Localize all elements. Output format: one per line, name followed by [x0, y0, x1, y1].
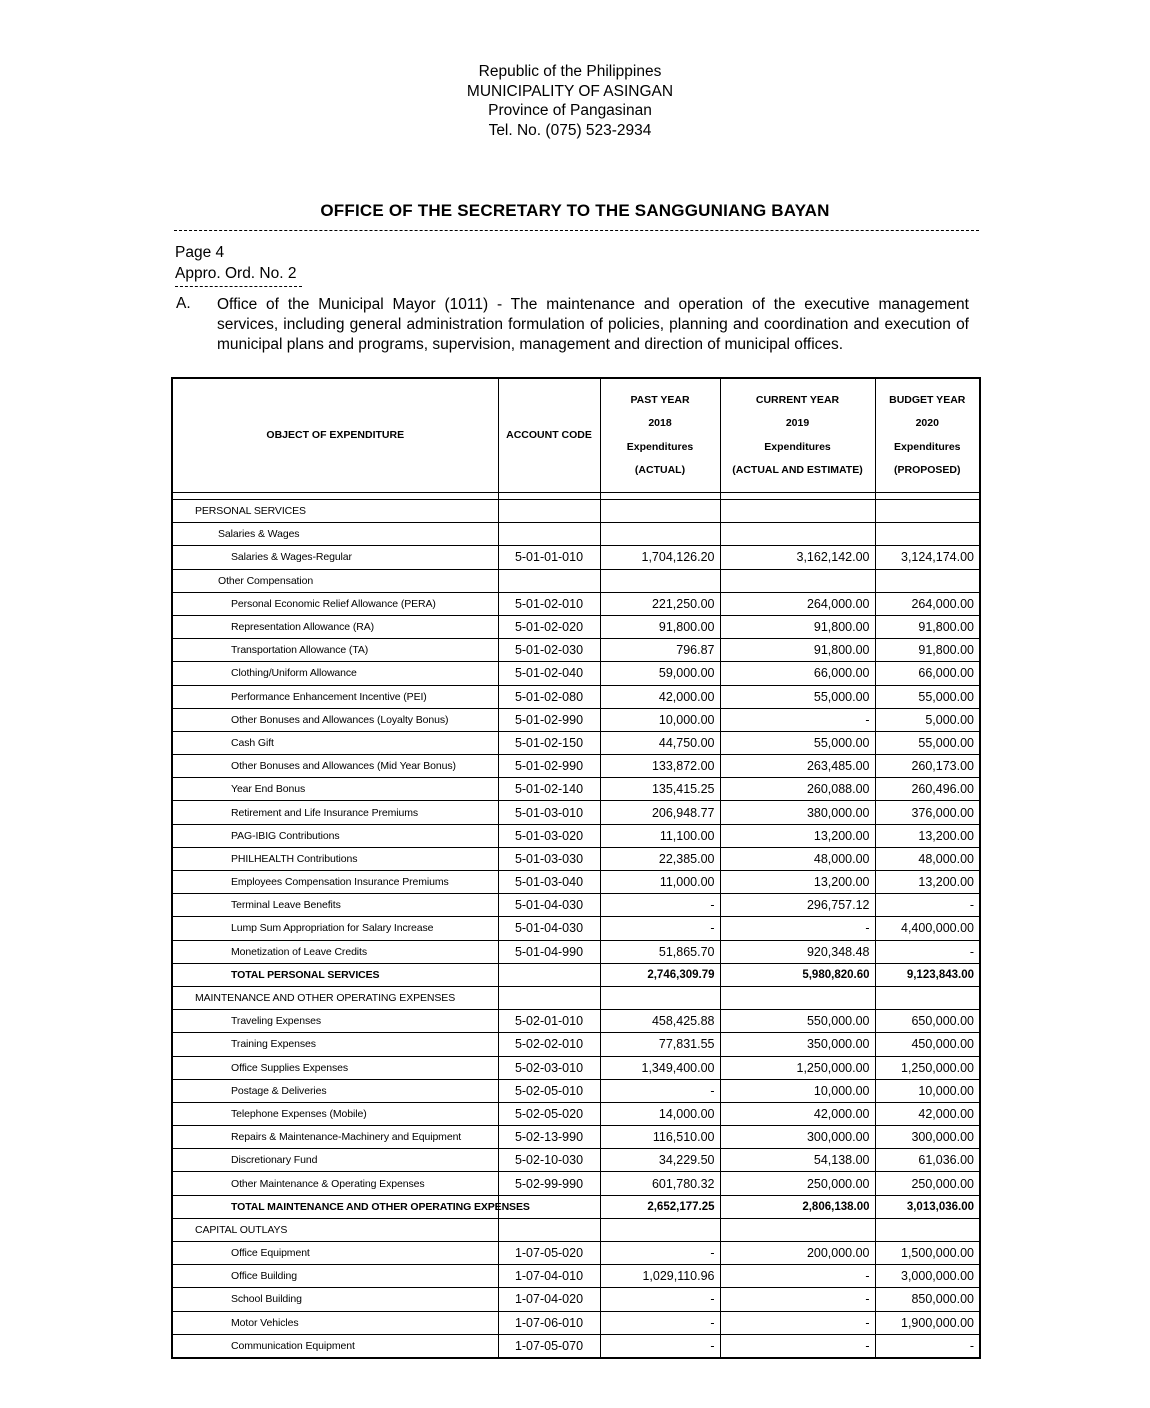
table-row	[172, 1288, 980, 1311]
past-year-amount-cell: 2,746,309.79	[600, 963, 720, 986]
expenditure-name-cell: TOTAL PERSONAL SERVICES	[172, 963, 498, 986]
account-code-cell: 5-01-04-030	[498, 917, 600, 940]
account-code-cell: 5-01-02-140	[498, 778, 600, 801]
current-year-amount-cell: -	[720, 708, 875, 731]
short-dashed-divider	[175, 286, 302, 287]
table-header-row	[172, 378, 980, 493]
past-year-amount-cell: -	[600, 1311, 720, 1334]
budget-year-amount-cell: 91,800.00	[875, 615, 980, 638]
budget-year-amount-cell: 300,000.00	[875, 1126, 980, 1149]
office-title: OFFICE OF THE SECRETARY TO THE SANGGUNIANG BAYAN	[320, 201, 830, 220]
expenditure-name-cell: Salaries & Wages	[172, 523, 498, 546]
budget-year-amount-cell: 42,000.00	[875, 1102, 980, 1125]
past-year-amount-cell	[600, 569, 720, 592]
table-row	[172, 1079, 980, 1102]
table-body	[172, 493, 980, 1358]
past-year-amount-cell: 14,000.00	[600, 1102, 720, 1125]
budget-year-amount-cell	[875, 500, 980, 523]
expenditure-name-cell: Terminal Leave Benefits	[172, 894, 498, 917]
expenditure-name-cell: Training Expenses	[172, 1033, 498, 1056]
current-year-amount-cell: 91,800.00	[720, 639, 875, 662]
header-past-year: PAST YEAR 2018 Expenditures (ACTUAL)	[600, 378, 720, 493]
budget-year-amount-cell: 4,400,000.00	[875, 917, 980, 940]
table-row	[172, 1033, 980, 1056]
table-row	[172, 1102, 980, 1125]
budget-year-amount-cell: 1,900,000.00	[875, 1311, 980, 1334]
expenditure-name-cell: Telephone Expenses (Mobile)	[172, 1102, 498, 1125]
current-year-amount-cell: 13,200.00	[720, 871, 875, 894]
account-code-cell: 1-07-05-020	[498, 1242, 600, 1265]
current-year-amount-cell: 91,800.00	[720, 615, 875, 638]
past-year-amount-cell: 601,780.32	[600, 1172, 720, 1195]
current-year-amount-cell: 55,000.00	[720, 685, 875, 708]
account-code-cell	[498, 963, 600, 986]
current-year-amount-cell: 250,000.00	[720, 1172, 875, 1195]
current-year-amount-cell: 2,806,138.00	[720, 1195, 875, 1218]
table-row	[172, 963, 980, 986]
account-code-cell: 5-02-03-010	[498, 1056, 600, 1079]
expenditure-name-cell: Clothing/Uniform Allowance	[172, 662, 498, 685]
past-year-amount-cell: 91,800.00	[600, 615, 720, 638]
budget-year-amount-cell	[875, 569, 980, 592]
current-year-amount-cell: -	[720, 1311, 875, 1334]
budget-year-amount-cell: 264,000.00	[875, 592, 980, 615]
past-year-amount-cell	[600, 986, 720, 1009]
past-year-amount-cell: -	[600, 1079, 720, 1102]
account-code-cell: 5-02-05-020	[498, 1102, 600, 1125]
budget-year-amount-cell: 3,124,174.00	[875, 546, 980, 569]
expenditure-name-cell: School Building	[172, 1288, 498, 1311]
account-code-cell	[498, 500, 600, 523]
budget-year-amount-cell: 13,200.00	[875, 824, 980, 847]
budget-year-amount-cell: 61,036.00	[875, 1149, 980, 1172]
budget-year-amount-cell: 5,000.00	[875, 708, 980, 731]
current-year-amount-cell	[720, 500, 875, 523]
budget-year-amount-cell: -	[875, 894, 980, 917]
expenditure-name-cell: CAPITAL OUTLAYS	[172, 1218, 498, 1241]
document-header	[0, 62, 1140, 140]
budget-year-amount-cell: -	[875, 1334, 980, 1358]
table-row	[172, 778, 980, 801]
table-row	[172, 615, 980, 638]
account-code-cell	[498, 523, 600, 546]
past-year-amount-cell: 221,250.00	[600, 592, 720, 615]
expenditure-name-cell: MAINTENANCE AND OTHER OPERATING EXPENSES	[172, 986, 498, 1009]
account-code-cell: 5-01-03-020	[498, 824, 600, 847]
current-year-amount-cell: 263,485.00	[720, 755, 875, 778]
past-year-amount-cell: 10,000.00	[600, 708, 720, 731]
past-year-amount-cell: 44,750.00	[600, 731, 720, 754]
expenditure-name-cell: Motor Vehicles	[172, 1311, 498, 1334]
account-code-cell: 5-02-10-030	[498, 1149, 600, 1172]
current-year-amount-cell: 296,757.12	[720, 894, 875, 917]
table-row	[172, 1195, 980, 1218]
table-row	[172, 1149, 980, 1172]
current-year-amount-cell: -	[720, 1334, 875, 1358]
past-year-amount-cell: -	[600, 1334, 720, 1358]
account-code-cell	[498, 569, 600, 592]
current-year-amount-cell: 13,200.00	[720, 824, 875, 847]
table-row	[172, 500, 980, 523]
current-year-amount-cell: 300,000.00	[720, 1126, 875, 1149]
past-year-amount-cell: -	[600, 1288, 720, 1311]
current-year-amount-cell: 264,000.00	[720, 592, 875, 615]
past-year-amount-cell: 206,948.77	[600, 801, 720, 824]
table-row	[172, 1311, 980, 1334]
ordinance-number: Appro. Ord. No. 2	[175, 265, 297, 282]
account-code-cell: 5-01-03-010	[498, 801, 600, 824]
page-label: Page 4	[175, 244, 225, 261]
account-code-cell: 5-02-13-990	[498, 1126, 600, 1149]
account-code-cell: 1-07-06-010	[498, 1311, 600, 1334]
expenditure-name-cell: Cash Gift	[172, 731, 498, 754]
account-code-cell: 5-01-04-030	[498, 894, 600, 917]
past-year-amount-cell: 11,100.00	[600, 824, 720, 847]
current-year-amount-cell	[720, 569, 875, 592]
budget-year-amount-cell: 376,000.00	[875, 801, 980, 824]
account-code-cell: 5-01-02-080	[498, 685, 600, 708]
expenditure-name-cell: Office Supplies Expenses	[172, 1056, 498, 1079]
table-row	[172, 871, 980, 894]
table-row	[172, 986, 980, 1009]
table-row	[172, 1172, 980, 1195]
account-code-cell: 1-07-04-010	[498, 1265, 600, 1288]
current-year-amount-cell	[720, 986, 875, 1009]
current-year-amount-cell: 48,000.00	[720, 847, 875, 870]
current-year-amount-cell: 1,250,000.00	[720, 1056, 875, 1079]
expenditure-table	[171, 377, 981, 1359]
current-year-amount-cell	[720, 1218, 875, 1241]
current-year-amount-cell: -	[720, 1288, 875, 1311]
table-row	[172, 917, 980, 940]
past-year-amount-cell: 133,872.00	[600, 755, 720, 778]
table-row	[172, 824, 980, 847]
expenditure-name-cell: PAG-IBIG Contributions	[172, 824, 498, 847]
account-code-cell: 5-01-02-990	[498, 755, 600, 778]
header-object-of-expenditure: OBJECT OF EXPENDITURE	[172, 378, 498, 493]
table-row	[172, 731, 980, 754]
current-year-amount-cell: 10,000.00	[720, 1079, 875, 1102]
header-country: Republic of the Philippines	[478, 63, 662, 80]
account-code-cell: 5-02-99-990	[498, 1172, 600, 1195]
header-telephone: Tel. No. (075) 523-2934	[488, 121, 652, 139]
table-row	[172, 639, 980, 662]
table-row	[172, 569, 980, 592]
table-row	[172, 847, 980, 870]
section-description: Office of the Municipal Mayor (1011) - The maintenance and operation of the executive management services, including general administration formulation of policies, planning and coordination and execution of municipal plans and programs, supervision, management and direction of municipal offices.	[217, 296, 969, 353]
past-year-amount-cell: 1,029,110.96	[600, 1265, 720, 1288]
account-code-cell	[498, 1218, 600, 1241]
expenditure-name-cell: Other Compensation	[172, 569, 498, 592]
budget-year-amount-cell: 13,200.00	[875, 871, 980, 894]
past-year-amount-cell: 42,000.00	[600, 685, 720, 708]
account-code-cell: 5-01-02-040	[498, 662, 600, 685]
table-row	[172, 1265, 980, 1288]
expenditure-name-cell: PERSONAL SERVICES	[172, 500, 498, 523]
current-year-amount-cell: 42,000.00	[720, 1102, 875, 1125]
expenditure-name-cell: Monetization of Leave Credits	[172, 940, 498, 963]
past-year-amount-cell: 51,865.70	[600, 940, 720, 963]
expenditure-name-cell: Postage & Deliveries	[172, 1079, 498, 1102]
section-letter: A.	[176, 295, 191, 312]
account-code-cell: 5-01-04-990	[498, 940, 600, 963]
account-code-cell: 5-01-02-030	[498, 639, 600, 662]
budget-year-amount-cell: 850,000.00	[875, 1288, 980, 1311]
table-row	[172, 592, 980, 615]
expenditure-name-cell: TOTAL MAINTENANCE AND OTHER OPERATING EXPENSES	[172, 1195, 498, 1218]
table-row	[172, 685, 980, 708]
past-year-amount-cell: -	[600, 917, 720, 940]
current-year-amount-cell: 54,138.00	[720, 1149, 875, 1172]
budget-year-amount-cell: 1,500,000.00	[875, 1242, 980, 1265]
expenditure-name-cell: Discretionary Fund	[172, 1149, 498, 1172]
expenditure-name-cell: PHILHEALTH Contributions	[172, 847, 498, 870]
header-province: Province of Pangasinan	[488, 102, 652, 119]
budget-year-amount-cell: 250,000.00	[875, 1172, 980, 1195]
table-row	[172, 1126, 980, 1149]
past-year-amount-cell: 2,652,177.25	[600, 1195, 720, 1218]
table-row	[172, 1334, 980, 1358]
table-row	[172, 523, 980, 546]
account-code-cell: 1-07-05-070	[498, 1334, 600, 1358]
account-code-cell: 5-01-02-010	[498, 592, 600, 615]
past-year-amount-cell: 34,229.50	[600, 1149, 720, 1172]
account-code-cell: 5-01-02-020	[498, 615, 600, 638]
expenditure-name-cell: Repairs & Maintenance-Machinery and Equipment	[172, 1126, 498, 1149]
past-year-amount-cell	[600, 523, 720, 546]
expenditure-name-cell: Communication Equipment	[172, 1334, 498, 1358]
expenditure-name-cell: Office Building	[172, 1265, 498, 1288]
past-year-amount-cell: 22,385.00	[600, 847, 720, 870]
dashed-divider	[174, 230, 979, 231]
expenditure-name-cell: Retirement and Life Insurance Premiums	[172, 801, 498, 824]
header-account-code: ACCOUNT CODE	[498, 378, 600, 493]
budget-year-amount-cell: 650,000.00	[875, 1010, 980, 1033]
expenditure-name-cell: Employees Compensation Insurance Premiums	[172, 871, 498, 894]
current-year-amount-cell: 380,000.00	[720, 801, 875, 824]
table-row	[172, 940, 980, 963]
table-row	[172, 546, 980, 569]
budget-year-amount-cell: 450,000.00	[875, 1033, 980, 1056]
past-year-amount-cell: 1,704,126.20	[600, 546, 720, 569]
past-year-amount-cell	[600, 1218, 720, 1241]
current-year-amount-cell: -	[720, 1265, 875, 1288]
account-code-cell: 5-01-03-030	[498, 847, 600, 870]
current-year-amount-cell: 260,088.00	[720, 778, 875, 801]
budget-year-amount-cell: 91,800.00	[875, 639, 980, 662]
table-row	[172, 1056, 980, 1079]
account-code-cell: 5-01-01-010	[498, 546, 600, 569]
header-current-year: CURRENT YEAR 2019 Expenditures (ACTUAL AND ESTIMATE)	[720, 378, 875, 493]
budget-year-amount-cell: 55,000.00	[875, 731, 980, 754]
budget-year-amount-cell: 48,000.00	[875, 847, 980, 870]
account-code-cell: 5-01-02-150	[498, 731, 600, 754]
expenditure-name-cell: Representation Allowance (RA)	[172, 615, 498, 638]
account-code-cell: 5-02-05-010	[498, 1079, 600, 1102]
current-year-amount-cell: 55,000.00	[720, 731, 875, 754]
expenditure-name-cell: Year End Bonus	[172, 778, 498, 801]
current-year-amount-cell: 350,000.00	[720, 1033, 875, 1056]
budget-year-amount-cell: 9,123,843.00	[875, 963, 980, 986]
account-code-cell: 5-02-01-010	[498, 1010, 600, 1033]
expenditure-name-cell: Other Bonuses and Allowances (Loyalty Bonus)	[172, 708, 498, 731]
current-year-amount-cell	[720, 523, 875, 546]
expenditure-name-cell: Lump Sum Appropriation for Salary Increase	[172, 917, 498, 940]
header-spacer-row	[172, 493, 980, 500]
expenditure-name-cell: Office Equipment	[172, 1242, 498, 1265]
past-year-amount-cell: 77,831.55	[600, 1033, 720, 1056]
expenditure-name-cell: Personal Economic Relief Allowance (PERA)	[172, 592, 498, 615]
past-year-amount-cell: 135,415.25	[600, 778, 720, 801]
current-year-amount-cell: 200,000.00	[720, 1242, 875, 1265]
budget-year-amount-cell: 66,000.00	[875, 662, 980, 685]
past-year-amount-cell: 1,349,400.00	[600, 1056, 720, 1079]
current-year-amount-cell: 550,000.00	[720, 1010, 875, 1033]
table-row	[172, 755, 980, 778]
table-row	[172, 662, 980, 685]
past-year-amount-cell: -	[600, 1242, 720, 1265]
expenditure-name-cell: Salaries & Wages-Regular	[172, 546, 498, 569]
past-year-amount-cell: 59,000.00	[600, 662, 720, 685]
expenditure-name-cell: Other Bonuses and Allowances (Mid Year Bonus)	[172, 755, 498, 778]
table-row	[172, 1242, 980, 1265]
budget-year-amount-cell: 55,000.00	[875, 685, 980, 708]
expenditure-name-cell: Performance Enhancement Incentive (PEI)	[172, 685, 498, 708]
budget-year-amount-cell	[875, 1218, 980, 1241]
budget-year-amount-cell	[875, 523, 980, 546]
budget-year-amount-cell: 10,000.00	[875, 1079, 980, 1102]
past-year-amount-cell: 11,000.00	[600, 871, 720, 894]
table-row	[172, 894, 980, 917]
account-code-cell: 5-02-02-010	[498, 1033, 600, 1056]
table-row	[172, 1218, 980, 1241]
budget-year-amount-cell: 3,013,036.00	[875, 1195, 980, 1218]
current-year-amount-cell: 920,348.48	[720, 940, 875, 963]
past-year-amount-cell	[600, 500, 720, 523]
past-year-amount-cell: 796.87	[600, 639, 720, 662]
table-row	[172, 801, 980, 824]
budget-year-amount-cell: 260,496.00	[875, 778, 980, 801]
expenditure-name-cell: Traveling Expenses	[172, 1010, 498, 1033]
account-code-cell	[498, 986, 600, 1009]
table-row	[172, 708, 980, 731]
budget-year-amount-cell: -	[875, 940, 980, 963]
current-year-amount-cell: 66,000.00	[720, 662, 875, 685]
current-year-amount-cell: -	[720, 917, 875, 940]
budget-year-amount-cell: 3,000,000.00	[875, 1265, 980, 1288]
expenditure-name-cell: Other Maintenance & Operating Expenses	[172, 1172, 498, 1195]
account-code-cell: 1-07-04-020	[498, 1288, 600, 1311]
past-year-amount-cell: -	[600, 894, 720, 917]
past-year-amount-cell: 458,425.88	[600, 1010, 720, 1033]
current-year-amount-cell: 5,980,820.60	[720, 963, 875, 986]
table-row	[172, 1010, 980, 1033]
account-code-cell: 5-01-03-040	[498, 871, 600, 894]
current-year-amount-cell: 3,162,142.00	[720, 546, 875, 569]
header-budget-year: BUDGET YEAR 2020 Expenditures (PROPOSED)	[875, 378, 980, 493]
expenditure-name-cell: Transportation Allowance (TA)	[172, 639, 498, 662]
budget-year-amount-cell	[875, 986, 980, 1009]
budget-year-amount-cell: 260,173.00	[875, 755, 980, 778]
past-year-amount-cell: 116,510.00	[600, 1126, 720, 1149]
account-code-cell: 5-01-02-990	[498, 708, 600, 731]
budget-year-amount-cell: 1,250,000.00	[875, 1056, 980, 1079]
header-municipality: MUNICIPALITY OF ASINGAN	[466, 82, 674, 100]
